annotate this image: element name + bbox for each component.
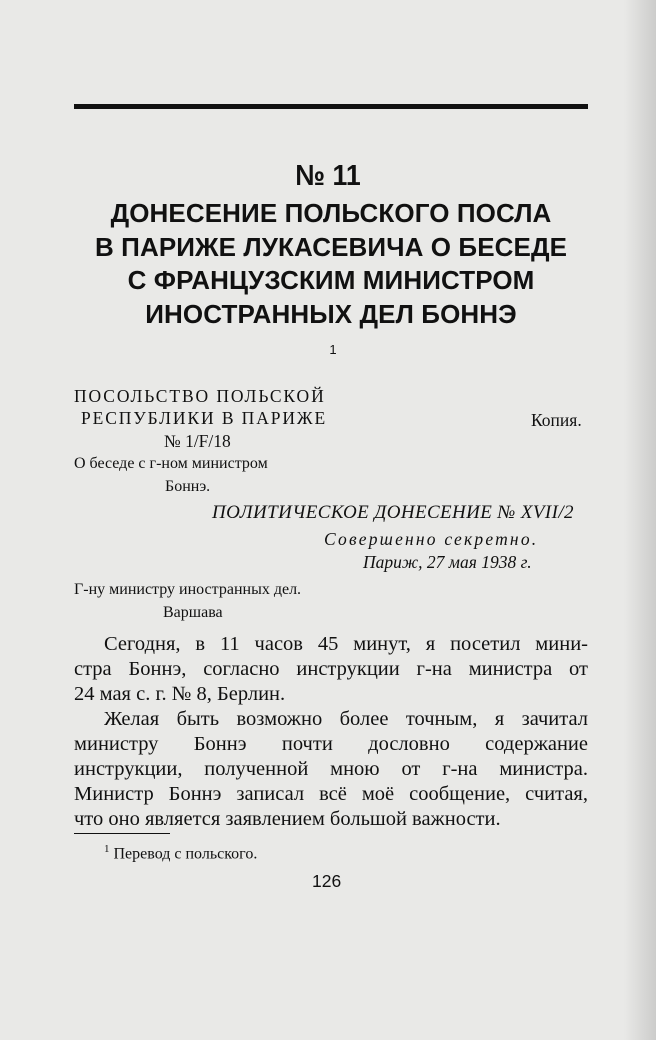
sender-line-2: РЕСПУБЛИКИ В ПАРИЖЕ bbox=[81, 408, 328, 428]
title-line-2: В ПАРИЖЕ ЛУКАСЕВИЧА О БЕСЕДЕ bbox=[94, 231, 568, 262]
paragraph-1-line-2: стра Боннэ, согласно инструкции г-на министра от bbox=[74, 658, 588, 680]
document-number: № 11 bbox=[295, 160, 361, 192]
page-edge-shadow bbox=[624, 0, 656, 1040]
classification: Совершенно секретно. bbox=[324, 529, 539, 549]
paragraph-1 bbox=[74, 632, 588, 707]
top-rule bbox=[74, 104, 588, 109]
paragraph-2-line-3: инструкции, полученной мною от г-на министра. bbox=[74, 758, 588, 780]
sender-line-1: ПОСОЛЬСТВО ПОЛЬСКОЙ bbox=[74, 386, 326, 406]
paragraph-2-line-4: Министр Боннэ записал всё моё сообщение, считая, bbox=[74, 783, 588, 805]
title-line-1: ДОНЕСЕНИЕ ПОЛЬСКОГО ПОСЛА bbox=[110, 198, 552, 228]
document-title bbox=[74, 197, 588, 365]
title-line-4-text: ИНОСТРАННЫХ ДЕЛ БОННЭ bbox=[145, 298, 517, 329]
copy-label: Копия. bbox=[531, 410, 582, 430]
paragraph-2-line-5: что оно является заявлением большой важности. bbox=[74, 808, 501, 830]
subject-line-2: Боннэ. bbox=[165, 478, 211, 495]
reference-number: № 1/F/18 bbox=[164, 431, 231, 451]
footnote-marker: 1 bbox=[104, 843, 110, 855]
addressee-line-1: Г-ну министру иностранных дел. bbox=[74, 581, 302, 598]
paragraph-1-line-1: Сегодня, в 11 часов 45 минут, я посетил мини- bbox=[104, 633, 588, 655]
paragraph-2-line-2: министру Боннэ почти дословно содержание bbox=[74, 733, 588, 755]
footnote-text: Перевод с польского. bbox=[113, 845, 258, 863]
subject-line-1: О беседе с г-ном министром bbox=[74, 455, 268, 472]
place-date: Париж, 27 мая 1938 г. bbox=[363, 552, 532, 572]
footnote bbox=[104, 843, 257, 863]
paragraph-2 bbox=[74, 707, 588, 832]
title-line-3: С ФРАНЦУЗСКИМ МИНИСТРОМ bbox=[127, 265, 535, 295]
title-line-4 bbox=[74, 298, 588, 365]
paragraph-2-line-1: Желая быть возможно более точным, я зачитал bbox=[104, 708, 588, 730]
addressee-line-2: Варшава bbox=[163, 604, 223, 621]
paragraph-1-line-3: 24 мая с. г. № 8, Берлин. bbox=[74, 683, 286, 705]
title-footnote-marker: 1 bbox=[329, 342, 337, 357]
footnote-rule bbox=[74, 833, 170, 834]
page-number: 126 bbox=[312, 871, 342, 891]
report-title: ПОЛИТИЧЕСКОЕ ДОНЕСЕНИЕ № XVII/2 bbox=[212, 502, 574, 523]
